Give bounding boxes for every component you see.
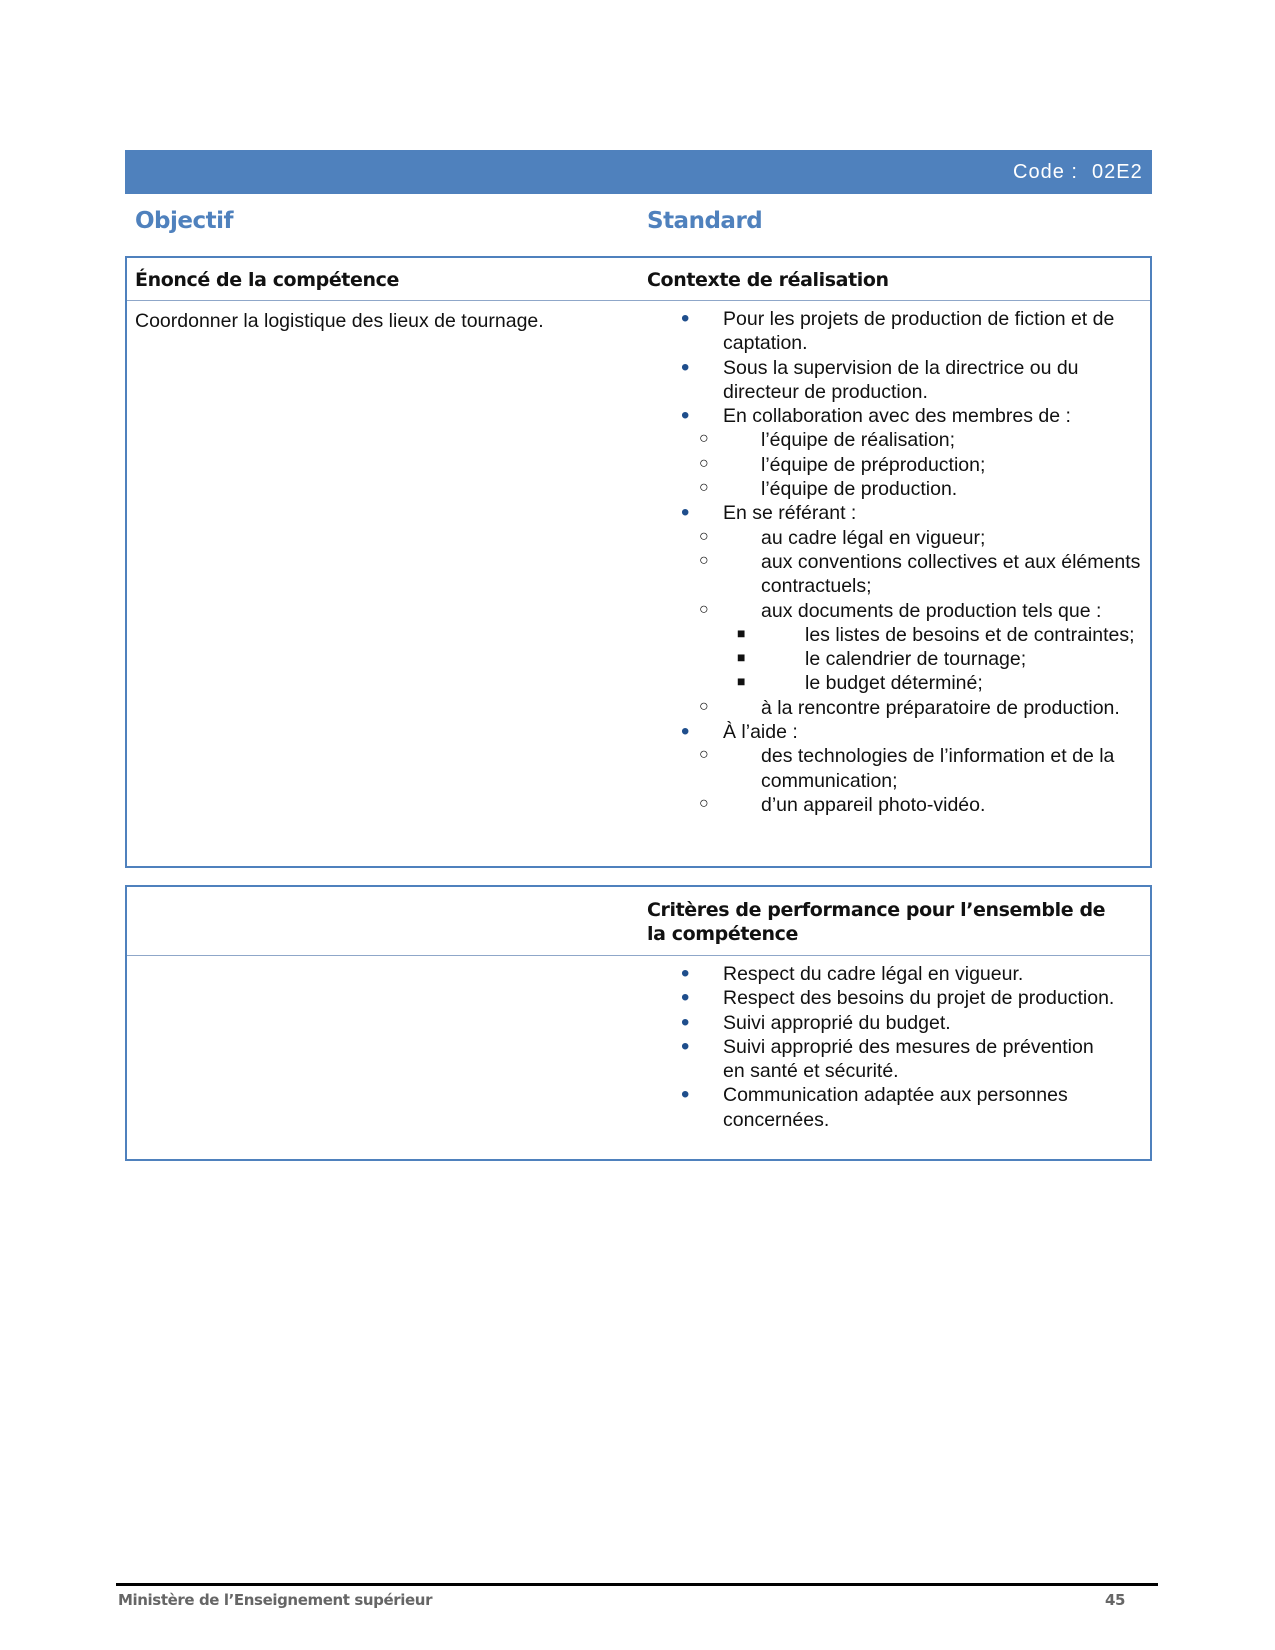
- list-item: [699, 550, 1152, 599]
- list-item: [647, 986, 1117, 1010]
- bullet-icon: •: [681, 499, 690, 527]
- list-item: [647, 962, 1117, 986]
- list-item: [699, 696, 1152, 720]
- list-item-text: Sous la supervision de la directrice ou du directeur de production.: [723, 356, 1079, 403]
- bullet-icon: ■: [737, 624, 746, 641]
- contexte-list: [647, 307, 1152, 817]
- list-item-text: Suivi approprié des mesures de prévention en santé et sécurité.: [723, 1035, 1094, 1083]
- bullet-icon: ○: [699, 527, 709, 545]
- list-item-text: Pour les projets de production de fiction et de captation.: [723, 308, 1115, 355]
- list-item-text: les listes de besoins et de contraintes;: [805, 623, 1135, 646]
- list-item: [699, 453, 1152, 477]
- bullet-icon: ○: [699, 454, 709, 472]
- list-item-text: Respect du cadre légal en vigueur.: [723, 963, 1024, 985]
- list-item: [647, 720, 1152, 817]
- table-header: [127, 887, 1150, 956]
- bullet-icon: ○: [699, 551, 709, 569]
- list-item-text: Respect des besoins du projet de production.: [723, 987, 1115, 1010]
- list-item: [699, 526, 1152, 550]
- bullet-icon: ■: [737, 673, 746, 690]
- list-item-text: Suivi approprié du budget.: [723, 1011, 951, 1034]
- bullet-icon: •: [681, 718, 690, 746]
- list-item: [699, 428, 1152, 452]
- list-item-text: aux documents de production tels que :: [761, 599, 1102, 622]
- table-header: [127, 258, 1150, 301]
- bullet-icon: ○: [699, 600, 709, 618]
- list-item-text: En se référant :: [723, 502, 857, 525]
- bullet-icon: ○: [699, 479, 709, 497]
- list-item-text: Communication adaptée aux personnes concernées.: [723, 1084, 1068, 1131]
- list-item: [647, 1083, 1117, 1132]
- list-item-text: le calendrier de tournage;: [805, 648, 1027, 671]
- list-item: [647, 404, 1152, 501]
- bullet-icon: ■: [737, 649, 746, 666]
- list-item: [699, 477, 1152, 501]
- bullet-icon: •: [681, 1032, 690, 1060]
- list-item-text: l’équipe de production.: [761, 478, 958, 501]
- contexte-header: Contexte de réalisation: [647, 269, 889, 291]
- bullet-icon: •: [681, 960, 690, 987]
- list-item-text: à la rencontre préparatoire de production.: [761, 696, 1120, 719]
- list-item-text: En collaboration avec des membres de :: [723, 405, 1071, 428]
- list-item: [647, 501, 1152, 720]
- criteria-table: [125, 885, 1152, 1161]
- code-value: 02E2: [1092, 161, 1143, 183]
- criteria-list: [647, 962, 1117, 1132]
- list-item: [699, 599, 1152, 696]
- list-item-text: des technologies de l’information et de la communication;: [761, 745, 1115, 792]
- list-item: [699, 793, 1152, 817]
- list-item-text: au cadre légal en vigueur;: [761, 526, 986, 549]
- bullet-icon: •: [681, 402, 690, 430]
- list-item: [737, 671, 1152, 695]
- criteria-header: Critères de performance pour l’ensemble de la compétence: [647, 899, 1106, 945]
- bullet-icon: •: [681, 305, 690, 332]
- list-item-text: l’équipe de réalisation;: [761, 429, 956, 452]
- page-number: 45: [1105, 1591, 1126, 1609]
- list-item-text: aux conventions collectives et aux éléments contractuels;: [761, 550, 1141, 598]
- enonce-header: Énoncé de la compétence: [135, 269, 399, 291]
- bullet-icon: ○: [699, 794, 709, 812]
- bullet-icon: ○: [699, 697, 709, 715]
- section-objectif: Objectif: [135, 208, 234, 234]
- list-item: [647, 1032, 1117, 1084]
- list-item-text: d’un appareil photo-vidéo.: [761, 793, 986, 816]
- bullet-icon: ○: [699, 430, 709, 448]
- section-standard: Standard: [647, 208, 763, 234]
- list-item: [699, 744, 1152, 793]
- bullet-icon: •: [681, 1081, 690, 1109]
- list-item: [647, 1008, 1117, 1036]
- bullet-icon: •: [681, 353, 690, 381]
- list-item: [647, 307, 1152, 356]
- code-banner: [125, 150, 1152, 194]
- footer-ministry: Ministère de l’Enseignement supérieur: [118, 1591, 433, 1609]
- list-item: [647, 353, 1152, 405]
- bullet-icon: •: [681, 984, 690, 1012]
- code-label: Code :: [1013, 161, 1078, 183]
- enonce-text: Coordonner la logistique des lieux de tournage.: [135, 310, 544, 332]
- list-item: [737, 623, 1152, 647]
- footer-rule: [116, 1583, 1158, 1586]
- list-item-text: l’équipe de préproduction;: [761, 453, 986, 476]
- list-item-text: À l’aide :: [723, 721, 798, 744]
- list-item-text: le budget déterminé;: [805, 672, 983, 695]
- list-item: [737, 647, 1152, 671]
- bullet-icon: •: [681, 1008, 690, 1036]
- bullet-icon: ○: [699, 746, 709, 764]
- competence-table: [125, 256, 1152, 868]
